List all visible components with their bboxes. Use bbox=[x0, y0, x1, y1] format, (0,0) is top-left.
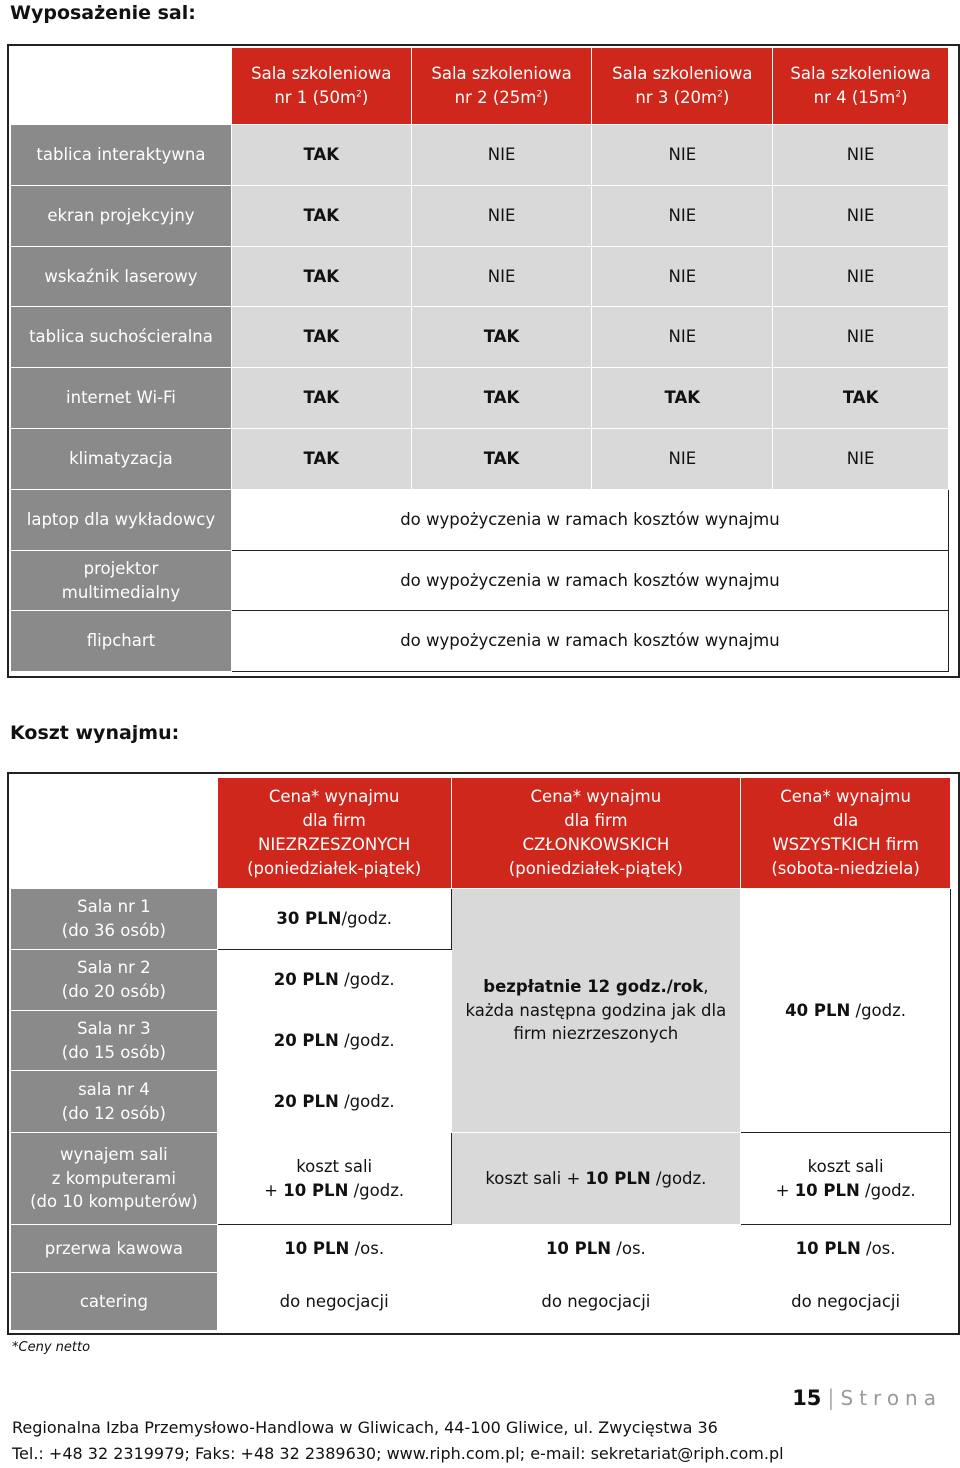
equipment-value-room-4: NIE bbox=[773, 186, 949, 247]
room-header-3: Sala szkoleniowa nr 3 $(20m^2)$ bbox=[592, 48, 773, 125]
equipment-section-title: Wyposażenie sal: bbox=[10, 2, 196, 24]
equipment-value-room-2: NIE bbox=[411, 125, 592, 186]
price-header-nonmember: Cena* wynajmu dla firm NIEZRZESZONYCH (poniedziałek-piątek) bbox=[217, 778, 451, 889]
equipment-value-room-4: NIE bbox=[773, 307, 949, 368]
price-header-member: Cena* wynajmu dla firm CZŁONKOWSKICH (poniedziałek-piątek) bbox=[451, 778, 741, 889]
equipment-value-room-3: NIE bbox=[592, 186, 773, 247]
equipment-row bbox=[11, 247, 949, 307]
page-number-value: 15 bbox=[792, 1386, 822, 1410]
coffee-label: przerwa kawowa bbox=[11, 1225, 218, 1273]
computers-weekend-price: koszt sali + 10 PLN /godz. bbox=[741, 1133, 951, 1225]
computers-nonmember-price: koszt sali + 10 PLN /godz. bbox=[217, 1133, 451, 1225]
equipment-value-room-1: TAK bbox=[231, 307, 411, 368]
equipment-row bbox=[11, 429, 949, 490]
equipment-value-room-3: NIE bbox=[592, 429, 773, 490]
equipment-label: tablica interaktywna bbox=[11, 125, 232, 186]
equipment-value-room-2: TAK bbox=[411, 307, 592, 368]
catering-member: do negocjacji bbox=[451, 1273, 741, 1331]
footnote: *Ceny netto bbox=[12, 1340, 91, 1355]
rental-value: do wypożyczenia w ramach kosztów wynajmu bbox=[231, 611, 948, 672]
coffee-weekend: 10 PLN /os. bbox=[741, 1225, 951, 1273]
computers-label: wynajem sali z komputerami (do 10 komputerów) bbox=[11, 1133, 218, 1225]
coffee-member: 10 PLN /os. bbox=[451, 1225, 741, 1273]
cost-table bbox=[10, 777, 951, 1331]
equipment-value-room-3: NIE bbox=[592, 247, 773, 307]
equipment-value-room-2: NIE bbox=[411, 247, 592, 307]
catering-label: catering bbox=[11, 1273, 218, 1331]
room-label: sala nr 4 (do 12 osób) bbox=[11, 1071, 218, 1133]
nonmember-price: 20 PLN /godz. bbox=[217, 1011, 451, 1071]
rental-label: laptop dla wykładowcy bbox=[11, 490, 232, 551]
cost-row-room-1 bbox=[11, 889, 951, 950]
room-label: Sala nr 1 (do 36 osób) bbox=[11, 889, 218, 950]
member-price: bezpłatnie 12 godz./rok, każda następna godzina jak dla firm niezrzeszonych bbox=[451, 889, 741, 1133]
cost-section-title: Koszt wynajmu: bbox=[10, 722, 180, 744]
equipment-value-room-2: TAK bbox=[411, 429, 592, 490]
equipment-header-empty bbox=[11, 48, 232, 125]
room-label: Sala nr 2 (do 20 osób) bbox=[11, 950, 218, 1011]
equipment-row bbox=[11, 368, 949, 429]
equipment-value-room-3: NIE bbox=[592, 307, 773, 368]
cost-row-coffee bbox=[11, 1225, 951, 1273]
weekend-price: 40 PLN /godz. bbox=[741, 889, 951, 1133]
catering-nonmember: do negocjacji bbox=[217, 1273, 451, 1331]
rental-value: do wypożyczenia w ramach kosztów wynajmu bbox=[231, 490, 948, 551]
page-word: Strona bbox=[840, 1386, 942, 1410]
page-number bbox=[792, 1386, 942, 1410]
equipment-label: klimatyzacja bbox=[11, 429, 232, 490]
rental-row bbox=[11, 611, 949, 672]
footer-contact: Tel.: +48 32 2319979; Faks: +48 32 2389630; www.riph.com.pl; e-mail: sekretariat@riph.com.pl bbox=[12, 1444, 784, 1463]
nonmember-price: 20 PLN /godz. bbox=[217, 1071, 451, 1133]
equipment-value-room-1: TAK bbox=[231, 429, 411, 490]
equipment-value-room-1: TAK bbox=[231, 125, 411, 186]
equipment-value-room-1: TAK bbox=[231, 186, 411, 247]
room-header-4: Sala szkoleniowa nr 4 $(15m^2)$ bbox=[773, 48, 949, 125]
equipment-row bbox=[11, 125, 949, 186]
equipment-value-room-3: NIE bbox=[592, 125, 773, 186]
room-header-2: Sala szkoleniowa nr 2 $(25m^2)$ bbox=[411, 48, 592, 125]
equipment-row bbox=[11, 307, 949, 368]
rental-row bbox=[11, 551, 949, 611]
equipment-value-room-4: NIE bbox=[773, 247, 949, 307]
rental-label: flipchart bbox=[11, 611, 232, 672]
coffee-nonmember: 10 PLN /os. bbox=[217, 1225, 451, 1273]
nonmember-price: 20 PLN /godz. bbox=[217, 950, 451, 1011]
page-separator: | bbox=[827, 1386, 835, 1410]
equipment-value-room-3: TAK bbox=[592, 368, 773, 429]
equipment-value-room-1: TAK bbox=[231, 368, 411, 429]
equipment-label: tablica suchościeralna bbox=[11, 307, 232, 368]
equipment-value-room-4: TAK bbox=[773, 368, 949, 429]
nonmember-price: 30 PLN/godz. bbox=[217, 889, 451, 950]
footer-address: Regionalna Izba Przemysłowo-Handlowa w Gliwicach, 44-100 Gliwice, ul. Zwycięstwa 36 bbox=[12, 1418, 718, 1437]
equipment-value-room-4: NIE bbox=[773, 429, 949, 490]
computers-member-price: koszt sali + 10 PLN /godz. bbox=[451, 1133, 741, 1225]
rental-value: do wypożyczenia w ramach kosztów wynajmu bbox=[231, 551, 948, 611]
rental-label: projektor multimedialny bbox=[11, 551, 232, 611]
room-header-1: Sala szkoleniowa nr 1 $(50m^2)$ bbox=[231, 48, 411, 125]
cost-header-empty bbox=[11, 778, 218, 889]
rental-row bbox=[11, 490, 949, 551]
equipment-label: wskaźnik laserowy bbox=[11, 247, 232, 307]
equipment-value-room-2: NIE bbox=[411, 186, 592, 247]
equipment-table bbox=[10, 47, 949, 672]
equipment-label: ekran projekcyjny bbox=[11, 186, 232, 247]
cost-row-computers bbox=[11, 1133, 951, 1225]
cost-header-row bbox=[11, 778, 951, 889]
catering-weekend: do negocjacji bbox=[741, 1273, 951, 1331]
equipment-row bbox=[11, 186, 949, 247]
equipment-value-room-1: TAK bbox=[231, 247, 411, 307]
equipment-label: internet Wi-Fi bbox=[11, 368, 232, 429]
room-label: Sala nr 3 (do 15 osób) bbox=[11, 1011, 218, 1071]
equipment-header-row bbox=[11, 48, 949, 125]
price-header-weekend: Cena* wynajmu dla WSZYSTKICH firm (sobota-niedziela) bbox=[741, 778, 951, 889]
equipment-value-room-4: NIE bbox=[773, 125, 949, 186]
equipment-value-room-2: TAK bbox=[411, 368, 592, 429]
cost-row-catering bbox=[11, 1273, 951, 1331]
